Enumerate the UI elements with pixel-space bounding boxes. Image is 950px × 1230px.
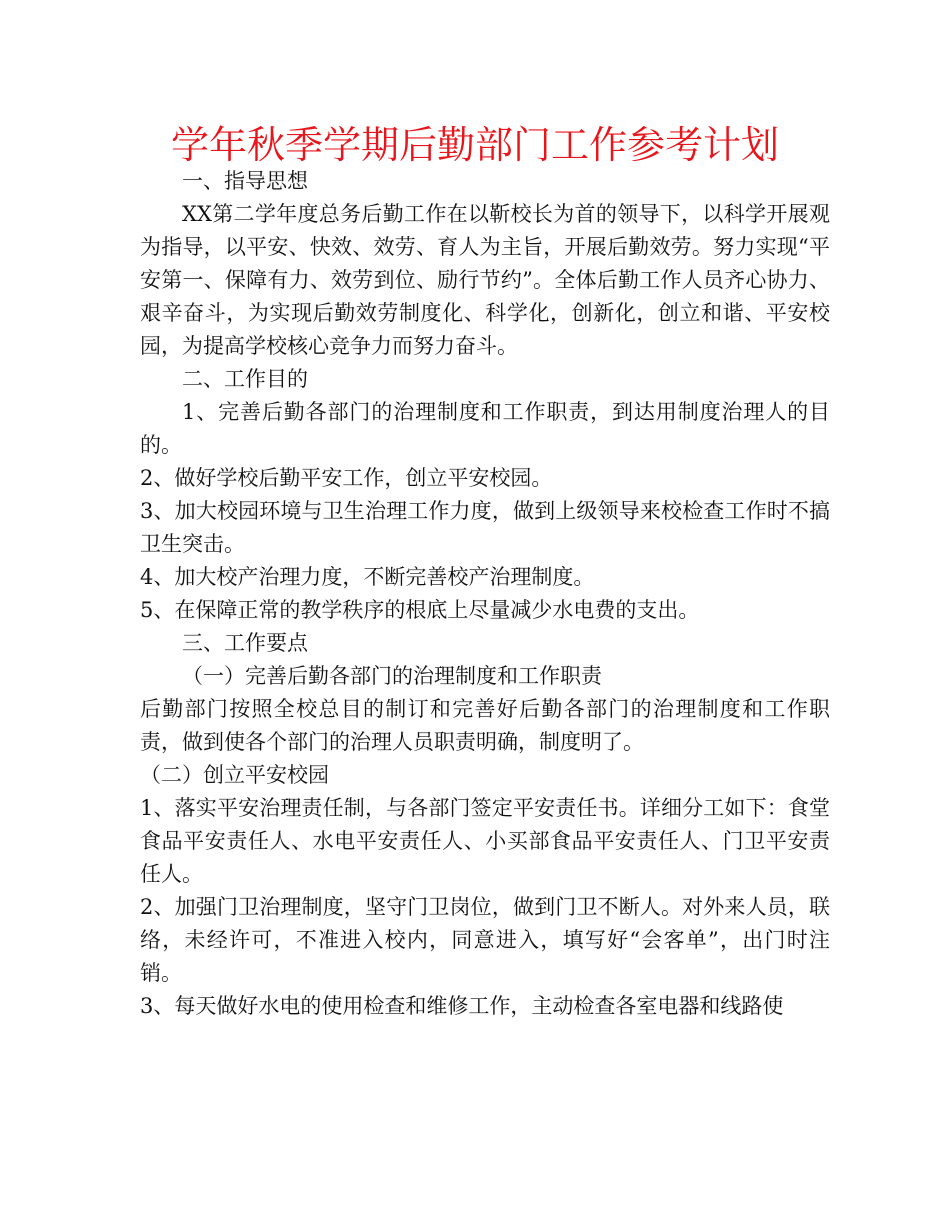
- document-title: 学年秋季学期后勤部门工作参考计划: [170, 123, 779, 167]
- safety-item-3: 3、每天做好水电的使用检查和维修工作，主动检查各室电器和线路使: [140, 994, 784, 1018]
- subsection-heading-1: （一）完善后勤各部门的治理制度和工作职责: [182, 664, 602, 688]
- goal-item-2: 2、做好学校后勤平安工作，创立平安校园。: [140, 466, 553, 490]
- goal-item-5: 5、在保障正常的教学秩序的根底上尽量减少水电费的支出。: [140, 598, 700, 622]
- goal-item-3: 3、加大校园环境与卫生治理工作力度，做到上级领导来校检查工作时不搞卫生突击。: [140, 499, 830, 556]
- goal-item-1: 1、完善后勤各部门的治理制度和工作职责，到达用制度治理人的目的。: [140, 400, 830, 457]
- paragraph-subsection-1: 后勤部门按照全校总目的制订和完善好后勤各部门的治理制度和工作职责，做到使各个部门的治理人员职责明确，制度明了。: [140, 697, 830, 754]
- section-heading-work-points: 三、工作要点: [182, 631, 308, 655]
- safety-item-2: 2、加强门卫治理制度，坚守门卫岗位，做到门卫不断人。对外来人员，联络，未经许可，不准进入校内，同意进入，填写好“会客单”，出门时注销。: [140, 895, 830, 985]
- paragraph-guiding-ideology: XX第二学年度总务后勤工作在以靳校长为首的领导下，以科学开展观为指导，以平安、快效、效劳、育人为主旨，开展后勤效劳。努力实现“平安第一、保障有力、效劳到位、励行节约”。全体后勤工作人员齐心协力、艰辛奋斗，为实现后勤效劳制度化、科学化，创新化，创立和谐、平安校园，为提高学校核心竞争力而努力奋斗。: [140, 202, 830, 358]
- document-body: [140, 165, 830, 1023]
- section-heading-work-goals: 二、工作目的: [182, 367, 308, 391]
- section-heading-guiding-ideology: 一、指导思想: [182, 169, 308, 193]
- subsection-heading-2: （二）创立平安校园: [140, 763, 329, 787]
- goal-item-4: 4、加大校产治理力度，不断完善校产治理制度。: [140, 565, 595, 589]
- safety-item-1: 1、落实平安治理责任制，与各部门签定平安责任书。详细分工如下：食堂食品平安责任人、水电平安责任人、小买部食品平安责任人、门卫平安责任人。: [140, 796, 830, 886]
